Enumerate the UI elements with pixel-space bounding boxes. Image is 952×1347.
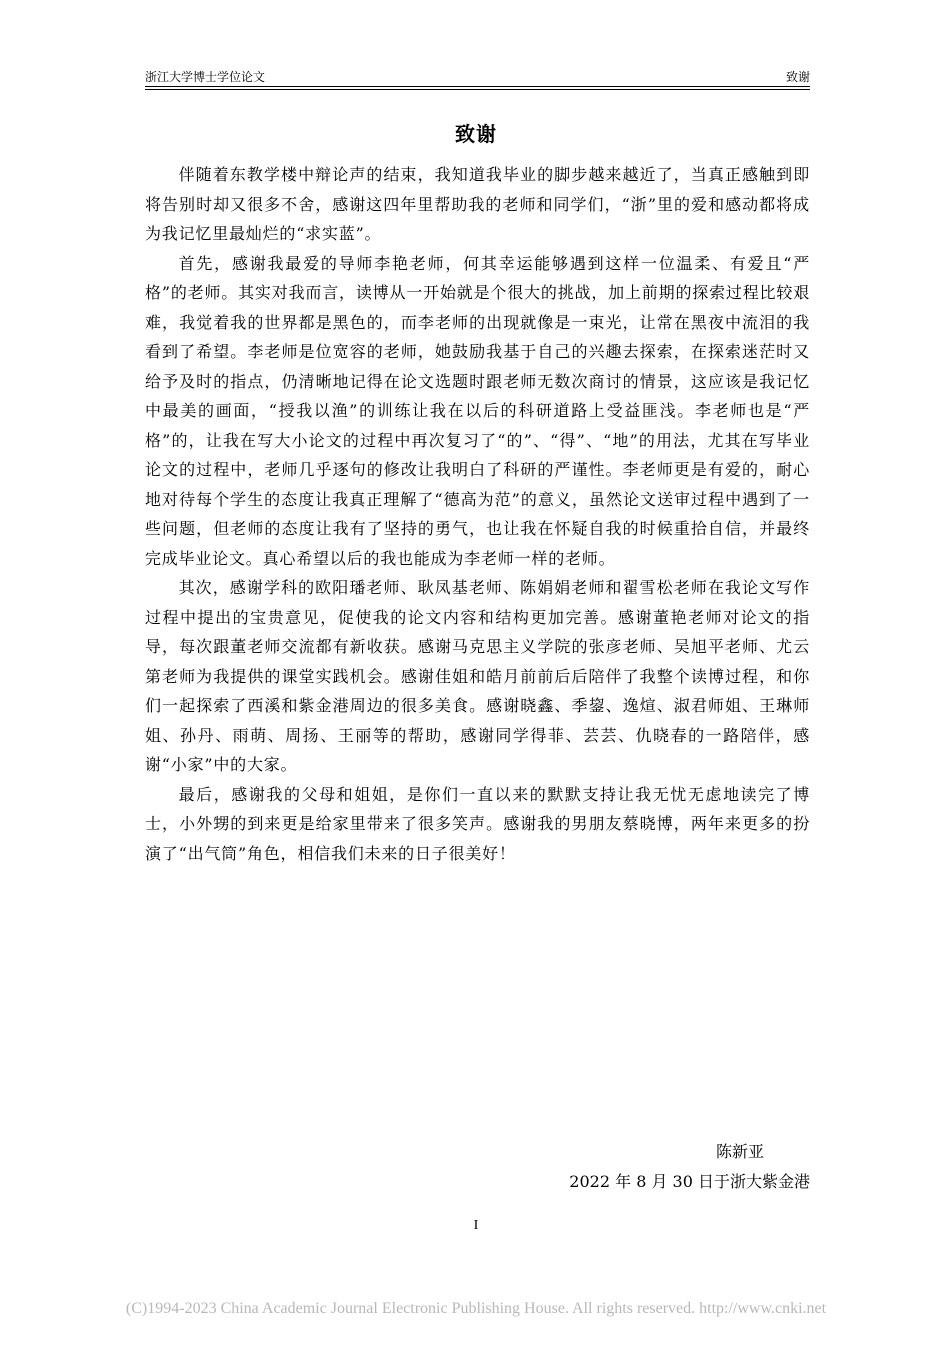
acknowledgement-body xyxy=(145,160,810,868)
paragraph-1: 伴随着东教学楼中辩论声的结束，我知道我毕业的脚步越来越近了，当真正感触到即将告别时却又很多不舍，感谢这四年里帮助我的老师和同学们，“浙”里的爱和感动都将成为我记忆里最灿烂的“求实蓝”。 xyxy=(145,165,810,243)
running-header xyxy=(145,69,810,87)
signature-date-place: 2022 年 8 月 30 日于浙大紫金港 xyxy=(569,1172,810,1191)
paragraph-2: 首先，感谢我最爱的导师李艳老师，何其幸运能够遇到这样一位温柔、有爱且“严格”的老师。其实对我而言，读博从一开始就是个很大的挑战，加上前期的探索过程比较艰难，我觉着我的世界都是黑色的，而李老师的出现就像是一束光，让常在黑夜中流泪的我看到了希望。李老师是位宽容的老师，她鼓励我基于自己的兴趣去探索，在探索迷茫时又给予及时的指点，仍清晰地记得在论文选题时跟老师无数次商讨的情景，这应该是我记忆中最美的画面，“授我以渔”的训练让我在以后的科研道路上受益匪浅。李老师也是“严格”的，让我在写大小论文的过程中再次复习了“的”、“得”、“地”的用法，尤其在写毕业论文的过程中，老师几乎逐句的修改让我明白了科研的严谨性。李老师更是有爱的，耐心地对待每个学生的态度让我真正理解了“德高为范”的意义，虽然论文送审过程中遇到了一些问题，但老师的态度让我有了坚持的勇气，也让我在怀疑自我的时候重拾自信，并最终完成毕业论文。真心希望以后的我也能成为李老师一样的老师。 xyxy=(145,253,810,568)
header-thesis-name: 浙江大学博士学位论文 xyxy=(145,70,266,84)
paragraph-3: 其次，感谢学科的欧阳璠老师、耿凤基老师、陈娟娟老师和翟雪松老师在我论文写作过程中提出的宝贵意见，促使我的论文内容和结构更加完善。感谢董艳老师对论文的指导，每次跟董老师交流都有新收获。感谢马克思主义学院的张彦老师、吴旭平老师、尤云第老师为我提供的课堂实践机会。感谢佳姐和皓月前前后后陪伴了我整个读博过程，和你们一起探索了西溪和紫金港周边的很多美食。感谢晓鑫、季鋆、逸煊、淑君师姐、王琳师姐、孙丹、雨萌、周扬、王丽等的帮助，感谢同学得菲、芸芸、仇晓春的一路陪伴，感谢“小家”中的大家。 xyxy=(145,578,810,774)
paragraph-4: 最后，感谢我的父母和姐姐，是你们一直以来的默默支持让我无忧无虑地读完了博士，小外甥的到来更是给家里带来了很多笑声。感谢我的男朋友蔡晓博，两年来更多的扮演了“出气筒”角色，相信我们未来的日子很美好！ xyxy=(145,784,810,863)
signature-block xyxy=(145,1137,810,1197)
copyright-footer: (C)1994-2023 China Academic Journal Electronic Publishing House. All rights reserved. http://www.cnki.net xyxy=(125,1300,827,1317)
author-name: 陈新亚 xyxy=(715,1142,764,1161)
page-title: 致谢 xyxy=(455,122,497,146)
header-divider xyxy=(145,89,810,90)
page-number: I xyxy=(473,1218,479,1233)
header-section-name: 致谢 xyxy=(785,70,810,84)
